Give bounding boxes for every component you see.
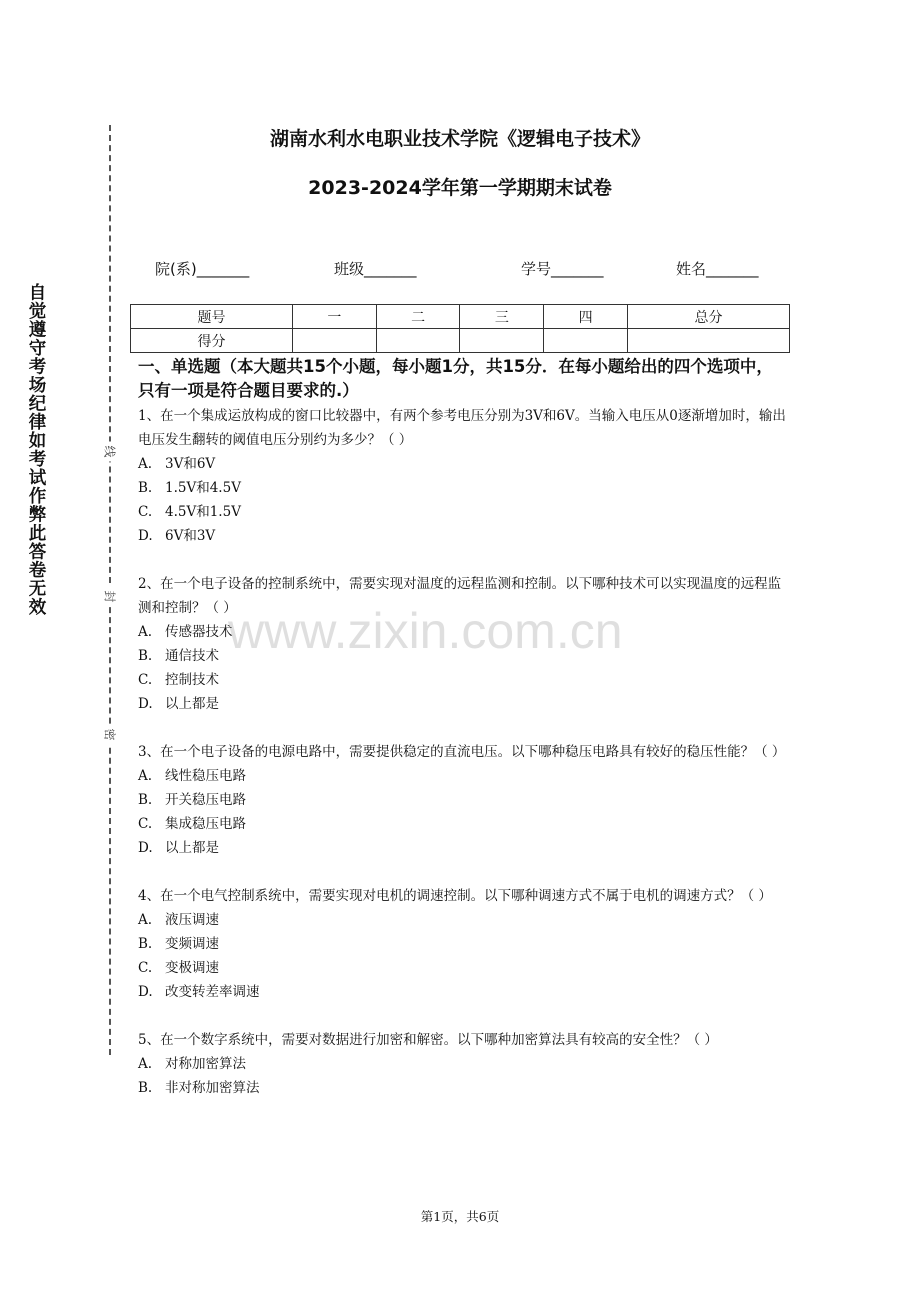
option <box>138 524 790 548</box>
question-text: 1、在一个集成运放构成的窗口比较器中，有两个参考电压分别为3V和6V。当输入电压从0逐渐增加时，输出电压发生翻转的阈值电压分别约为多少？（ ） <box>138 408 786 448</box>
option <box>138 788 790 812</box>
option-text: 改变转差率调速 <box>165 984 260 1000</box>
option-letter: B. <box>138 1080 153 1096</box>
score-table-row <box>131 305 790 329</box>
option-letter: D. <box>138 528 153 544</box>
option-text: 4.5V和1.5V <box>165 504 241 520</box>
option-text: 以上都是 <box>165 840 219 856</box>
seal-label-line: 线 <box>102 442 119 462</box>
option <box>138 476 790 500</box>
option-letter: A. <box>138 624 153 640</box>
side-notice: 自觉遵守考场纪律如考试作弊此答卷无效 <box>26 283 46 616</box>
option <box>138 908 790 932</box>
option-letter: A. <box>138 768 153 784</box>
option-letter: A. <box>138 912 153 928</box>
question <box>138 884 790 1004</box>
option-letter: A. <box>138 1056 153 1072</box>
option-text: 线性稳压电路 <box>165 768 246 784</box>
watermark: www.zixin.com.cn <box>228 603 623 659</box>
score-cell: 二 <box>376 305 460 329</box>
question-text: 3、在一个电子设备的电源电路中，需要提供稳定的直流电压。以下哪种稳压电路具有较好的稳压性能？（ ） <box>138 744 786 760</box>
question <box>138 404 790 548</box>
seal-label-seal: 封 <box>102 587 119 607</box>
option <box>138 812 790 836</box>
question <box>138 740 790 860</box>
question-text: 5、在一个数字系统中，需要对数据进行加密和解密。以下哪种加密算法具有较高的安全性？（ ） <box>138 1032 718 1048</box>
score-table <box>130 304 790 353</box>
option-text: 液压调速 <box>165 912 219 928</box>
option-letter: C. <box>138 672 153 688</box>
option <box>138 764 790 788</box>
option <box>138 932 790 956</box>
option-letter: C. <box>138 960 153 976</box>
option-letter: B. <box>138 792 153 808</box>
option-letter: C. <box>138 816 153 832</box>
option-text: 1.5V和4.5V <box>165 480 241 496</box>
page-footer: 第1页，共6页 <box>420 1209 500 1224</box>
score-cell <box>376 329 460 353</box>
option <box>138 668 790 692</box>
option-text: 以上都是 <box>165 696 219 712</box>
option-text: 集成稳压电路 <box>165 816 246 832</box>
option-text: 变极调速 <box>165 960 219 976</box>
score-cell: 三 <box>460 305 544 329</box>
exam-subtitle: 2023-2024学年第一学期期末试卷 <box>308 177 612 199</box>
option-letter: B. <box>138 936 153 952</box>
option <box>138 1076 790 1100</box>
question-text: 4、在一个电气控制系统中，需要实现对电机的调速控制。以下哪种调速方式不属于电机的调速方式？（ ） <box>138 888 772 904</box>
score-cell <box>460 329 544 353</box>
option-text: 6V和3V <box>165 528 216 544</box>
question <box>138 1028 790 1100</box>
field-student-id: 学号_______ <box>521 260 604 278</box>
score-cell <box>544 329 628 353</box>
option-letter: D. <box>138 840 153 856</box>
option-letter: A. <box>138 456 153 472</box>
option <box>138 452 790 476</box>
question-list <box>138 404 790 1124</box>
option <box>138 956 790 980</box>
score-cell: 一 <box>292 305 376 329</box>
option-text: 通信技术 <box>165 648 219 664</box>
option-text: 变频调速 <box>165 936 219 952</box>
score-cell <box>628 329 790 353</box>
option-text: 非对称加密算法 <box>165 1080 260 1096</box>
option-letter: D. <box>138 696 153 712</box>
option <box>138 980 790 1004</box>
option-letter: D. <box>138 984 153 1000</box>
field-department: 院(系)_______ <box>155 260 250 278</box>
exam-title: 湖南水利水电职业技术学院《逻辑电子技术》 <box>269 128 650 150</box>
seal-label-secret: 密 <box>102 725 119 745</box>
score-cell: 总分 <box>628 305 790 329</box>
option-letter: B. <box>138 648 153 664</box>
score-cell: 四 <box>544 305 628 329</box>
option-text: 3V和6V <box>165 456 216 472</box>
field-name: 姓名_______ <box>676 260 759 278</box>
option <box>138 836 790 860</box>
option <box>138 1052 790 1076</box>
option <box>138 500 790 524</box>
section-heading: 一、单选题（本大题共15个小题，每小题1分，共15分．在每小题给出的四个选项中，只有一项是符合题目要求的.） <box>138 357 773 400</box>
option-text: 对称加密算法 <box>165 1056 246 1072</box>
field-class: 班级_______ <box>334 260 417 278</box>
option-text: 控制技术 <box>165 672 219 688</box>
option-text: 开关稳压电路 <box>165 792 246 808</box>
option-letter: C. <box>138 504 153 520</box>
score-table-row <box>131 329 790 353</box>
score-cell: 得分 <box>131 329 293 353</box>
score-cell <box>292 329 376 353</box>
question-text: 2、在一个电子设备的控制系统中，需要实现对温度的远程监测和控制。以下哪种技术可以实现温度的远程监测和控制？（ ） <box>138 576 782 616</box>
score-cell: 题号 <box>131 305 293 329</box>
option-text: 传感器技术 <box>165 624 233 640</box>
option <box>138 692 790 716</box>
option-letter: B. <box>138 480 153 496</box>
